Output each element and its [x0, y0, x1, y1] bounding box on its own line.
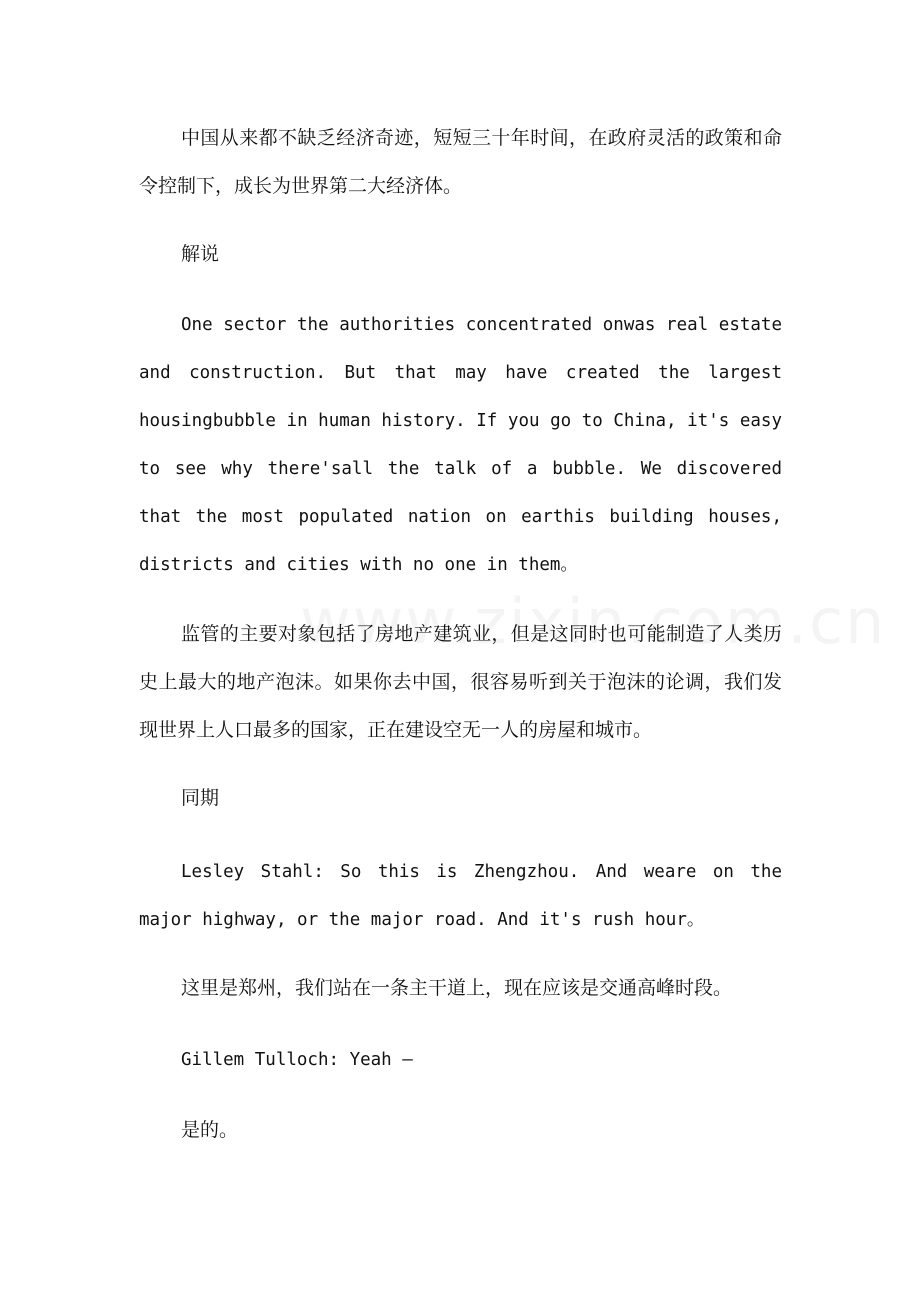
paragraph-tulloch-cn: 是的。 [181, 1119, 239, 1141]
section-label-narration: 解说 [181, 243, 220, 265]
paragraph-narration-cn: 监管的主要对象包括了房地产建筑业，但是这同时也可能制造了人类历史上最大的地产泡沫。如果你去中国，很容易听到关于泡沫的论调，我们发现世界上人口最多的国家，正在建设空无一人的房屋和城市。 [139, 623, 782, 741]
paragraph-stahl-en: Lesley Stahl: So this is Zhengzhou. And weare on the major highway, or the major road. And it's rush hour。 [139, 862, 782, 930]
section-label-sync: 同期 [181, 787, 220, 809]
paragraph-stahl-cn: 这里是郑州，我们站在一条主干道上，现在应该是交通高峰时段。 [181, 977, 733, 999]
paragraph-intro-cn: 中国从来都不缺乏经济奇迹，短短三十年时间，在政府灵活的政策和命令控制下，成长为世界第二大经济体。 [139, 127, 782, 197]
paragraph-narration-en: One sector the authorities concentrated onwas real estate and construction. But that may have created the largest housingbubble in human history. If you go to China, it's easy to see why there'sall the talk of a bubble. We discovered that the most populated nation on earthis building houses, districts and cities with no one in them。 [139, 315, 782, 575]
paragraph-tulloch-en: Gillem Tulloch: Yeah – [181, 1050, 413, 1070]
